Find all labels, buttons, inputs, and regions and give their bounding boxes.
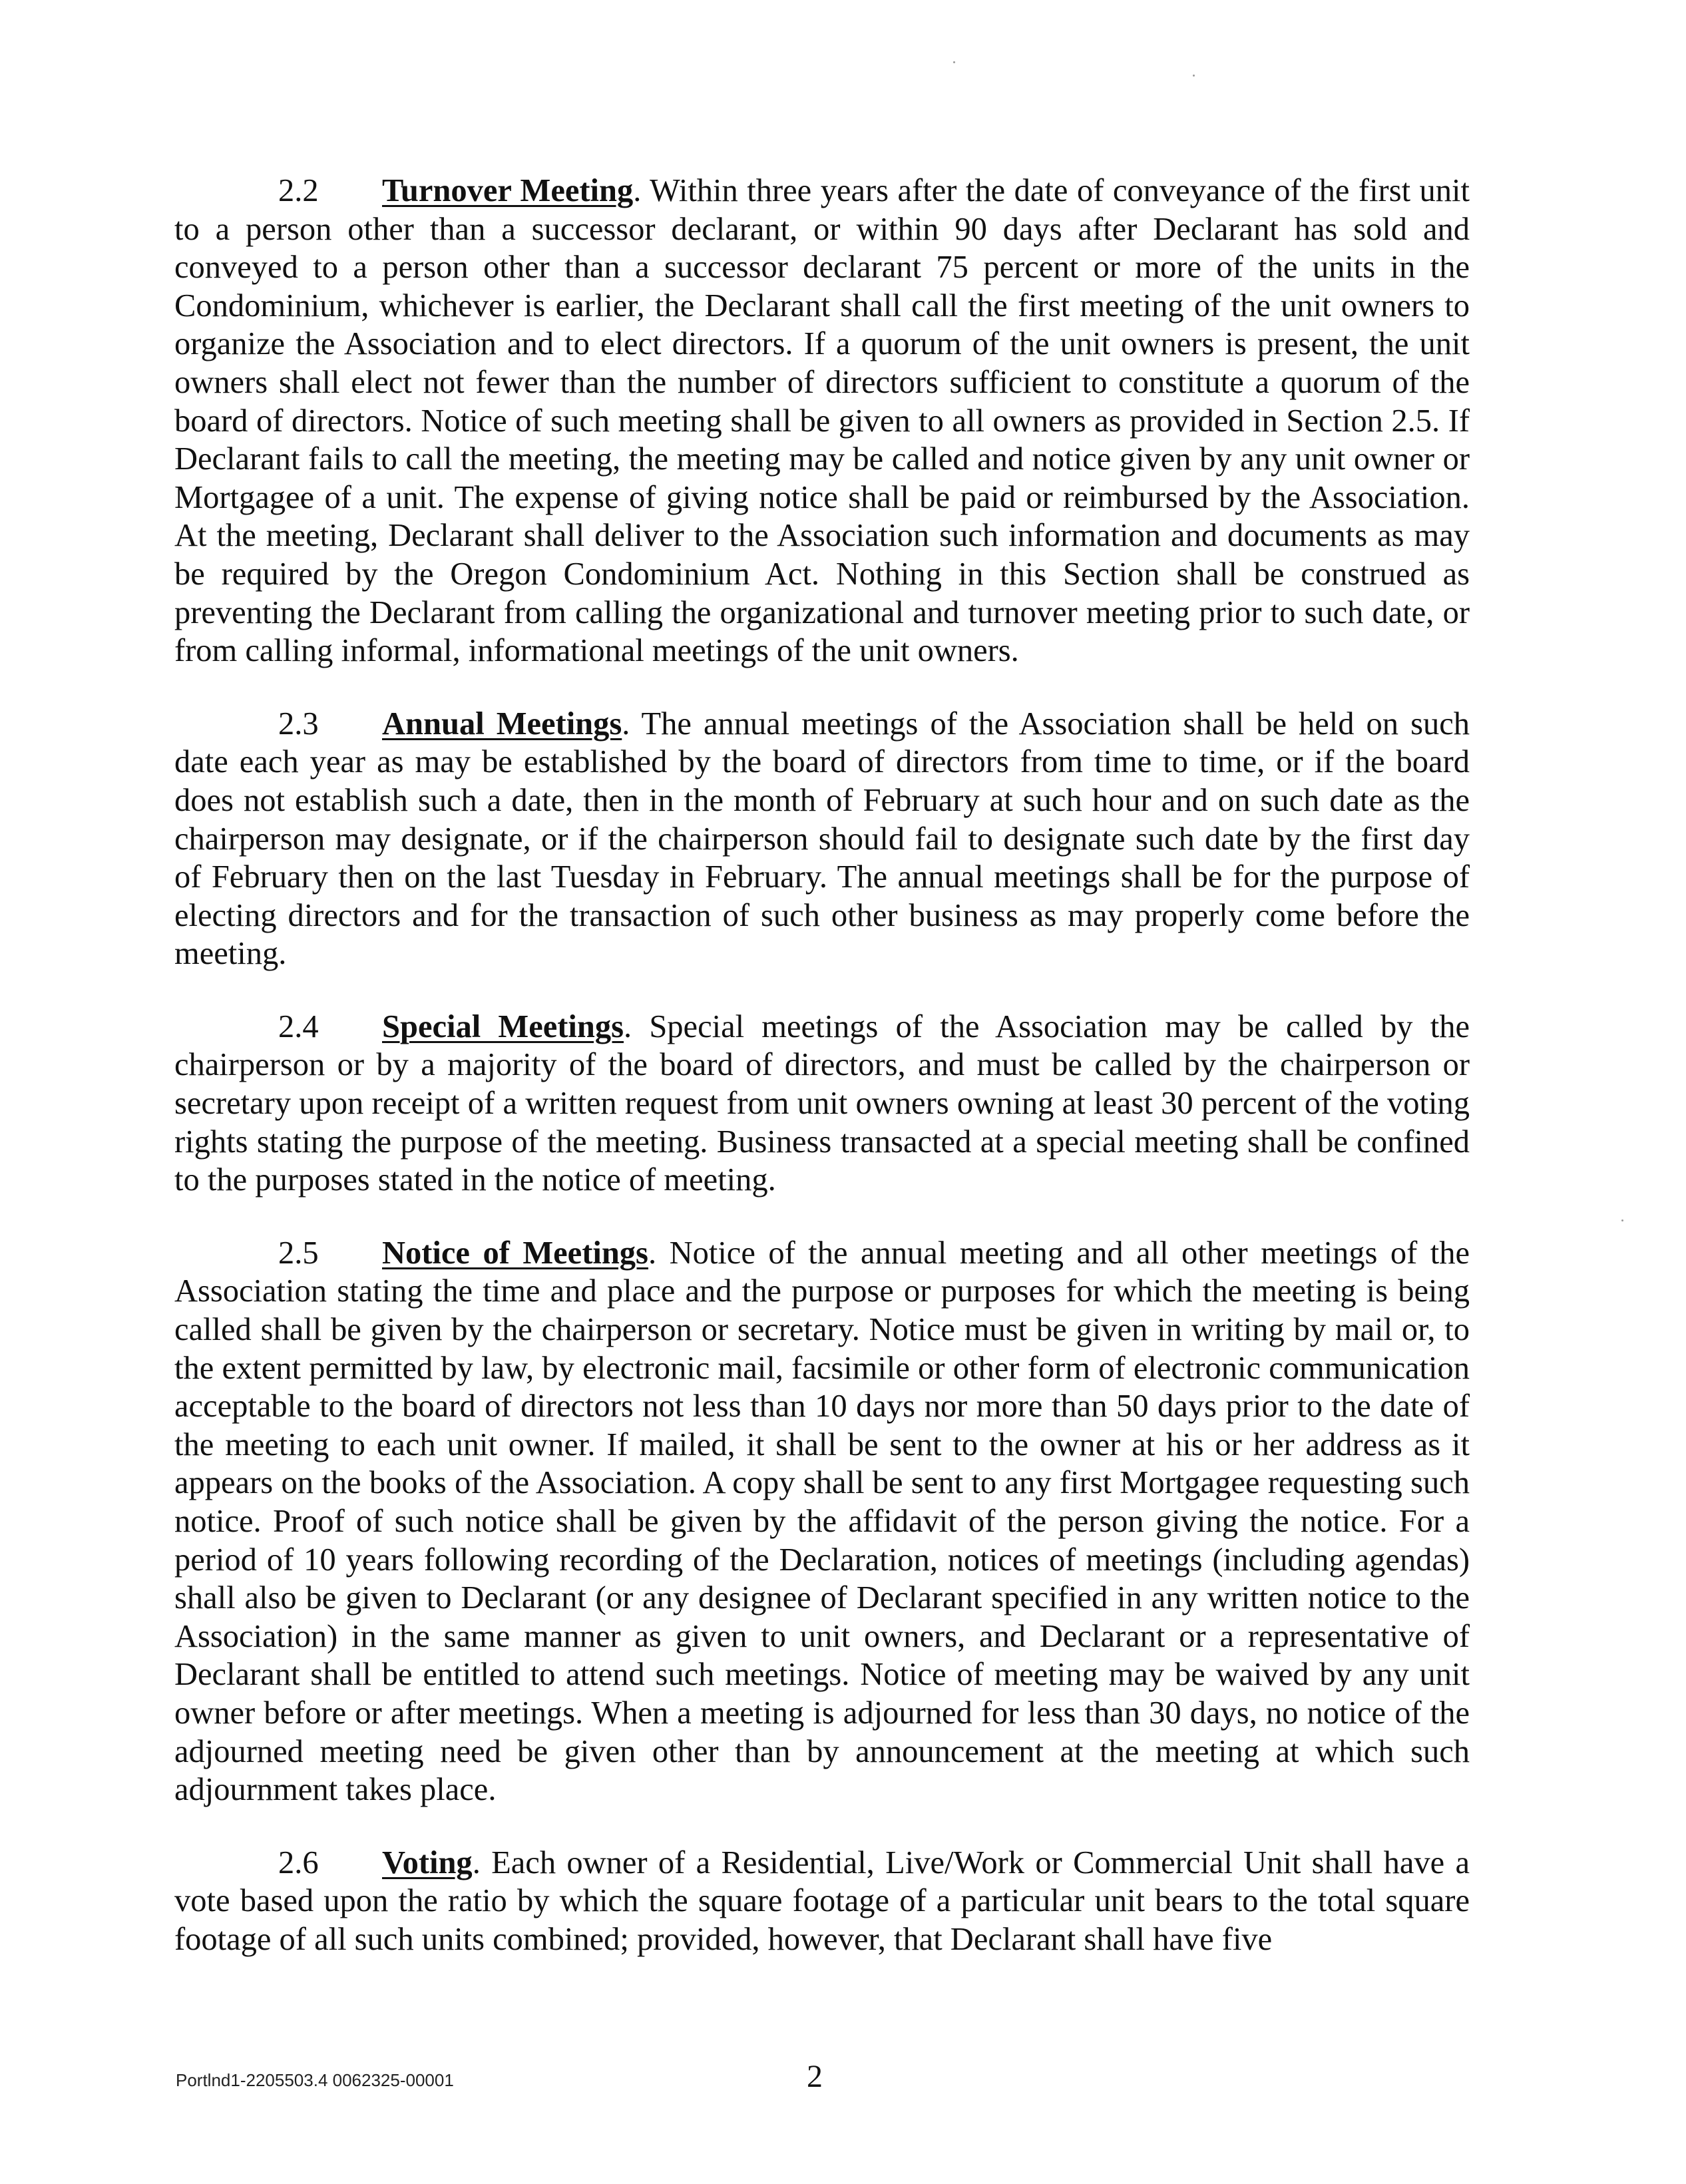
section-number: 2.2 — [278, 173, 319, 208]
document-body — [174, 172, 1470, 1994]
section-2-2 — [174, 172, 1470, 670]
document-id-footer: Portlnd1-2205503.4 0062325-00001 — [176, 2070, 454, 2090]
section-heading: Special Meetings — [382, 1008, 624, 1044]
section-number: 2.5 — [278, 1235, 319, 1271]
section-text: . The annual meetings of the Association shall be held on such date each year as may be established by the board of directors from time to time, or if the board does not establish such a date, then in the month of February at such hour and on such date as the chairperson may designate, or if the chairperson should fail to designate such date by the first day of February then on the last Tuesday in February. The annual meetings shall be for the purpose of electing directors and for the transaction of such other business as may properly come before the meeting. — [174, 706, 1470, 972]
section-2-5 — [174, 1234, 1470, 1809]
scan-speck — [1621, 1219, 1623, 1221]
scan-speck — [953, 61, 955, 63]
section-text: . Notice of the annual meeting and all other meetings of the Association stating the time and place and the purpose or purposes for which the meeting is being called shall be given by the chairperson or secretary. Notice must be given in writing by mail or, to the extent permitted by law, by electronic mail, facsimile or other form of electronic communication acceptable to the board of directors not less than 10 days nor more than 50 days prior to the date of the meeting to each unit owner. If mailed, it shall be sent to the owner at his or her address as it appears on the books of the Association. A copy shall be sent to any first Mortgagee requesting such notice. Proof of such notice shall be given by the affidavit of the person giving the notice. For a period of 10 years following recording of the Declaration, notices of meetings (including agendas) shall also be given to Declarant (or any designee of Declarant specified in any written notice to the Association) in the same manner as given to unit owners, and Declarant or a representative of Declarant shall be entitled to attend such meetings. Notice of meeting may be waived by any unit owner before or after meetings. When a meeting is adjourned for less than 30 days, no notice of the adjourned meeting need be given other than by announcement at the meeting at which such adjournment takes place. — [174, 1235, 1470, 1808]
section-text: . Special meetings of the Association may be called by the chairperson or by a majority of the board of directors, and must be called by the chairperson or secretary upon receipt of a written request from unit owners owning at least 30 percent of the voting rights stating the purpose of the meeting. Business transacted at a special meeting shall be confined to the purposes stated in the notice of meeting. — [174, 1008, 1470, 1198]
section-2-4 — [174, 1008, 1470, 1200]
section-number: 2.4 — [278, 1008, 319, 1044]
section-number: 2.6 — [278, 1845, 319, 1880]
section-text: . Within three years after the date of conveyance of the first unit to a person other than a successor declarant, or within 90 days after Declarant has sold and conveyed to a person other than a successor declarant 75 percent or more of the units in the Condominium, whichever is earlier, the Declarant shall call the first meeting of the unit owners to organize the Association and to elect directors. If a quorum of the unit owners is present, the unit owners shall elect not fewer than the number of directors sufficient to constitute a quorum of the board of directors. Notice of such meeting shall be given to all owners as provided in Section 2.5. If Declarant fails to call the meeting, the meeting may be called and notice given by any unit owner or Mortgagee of a unit. The expense of giving notice shall be paid or reimbursed by the Association. At the meeting, Declarant shall deliver to the Association such information and documents as may be required by the Oregon Condominium Act. Nothing in this Section shall be construed as preventing the Declarant from calling the organizational and turnover meeting prior to such date, or from calling informal, informational meetings of the unit owners. — [174, 173, 1470, 669]
section-2-3 — [174, 705, 1470, 973]
section-text: . Each owner of a Residential, Live/Work or Commercial Unit shall have a vote based upon the ratio by which the square footage of a particular unit bears to the total square footage of all such units combined; provided, however, that Declarant shall have five — [174, 1845, 1470, 1957]
section-number: 2.3 — [278, 706, 319, 742]
section-heading: Voting — [382, 1845, 473, 1880]
scan-speck — [1193, 75, 1195, 77]
section-heading: Notice of Meetings — [382, 1235, 648, 1271]
section-2-6 — [174, 1844, 1470, 1959]
page-number: 2 — [807, 2059, 823, 2094]
section-heading: Turnover Meeting — [382, 173, 634, 208]
section-heading: Annual Meetings — [382, 706, 622, 742]
